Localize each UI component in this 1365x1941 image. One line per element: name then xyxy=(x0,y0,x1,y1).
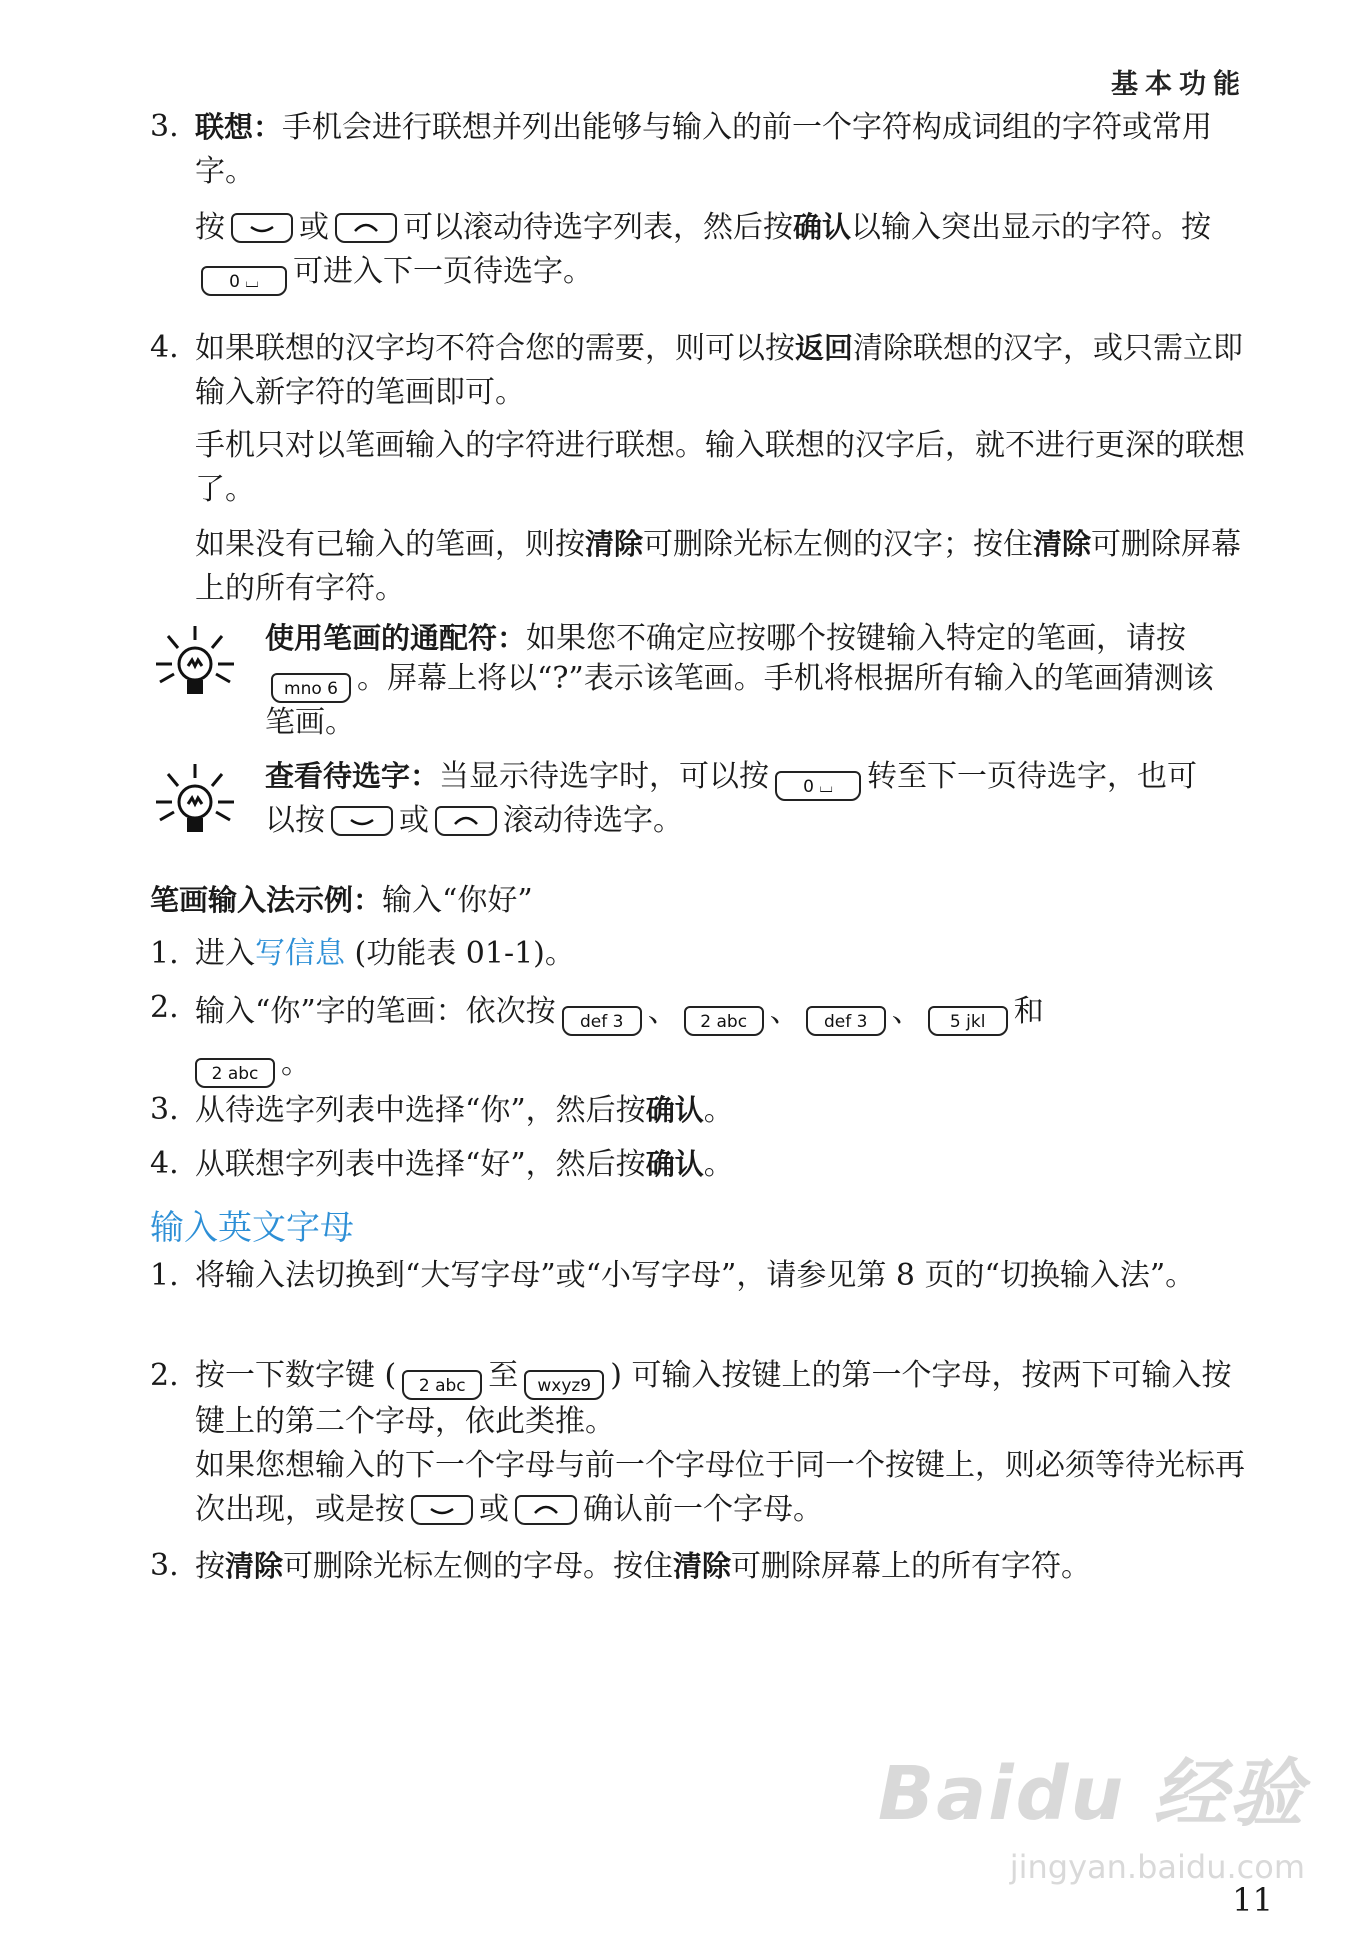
term-confirm: 确认 xyxy=(793,210,852,244)
scroll-up-key-icon xyxy=(515,1495,577,1525)
scroll-instructions xyxy=(195,205,1255,296)
text-post2: 可进入下一页待选字。 xyxy=(293,254,593,289)
watermark-url: jingyan.baidu.com xyxy=(1009,1848,1305,1886)
text: 可删除光标左侧的字母。按住 xyxy=(283,1549,674,1584)
text: 按 xyxy=(195,1549,225,1584)
scroll-up-key-icon xyxy=(435,806,497,836)
example-step-1 xyxy=(195,932,1255,976)
paragraph-clear xyxy=(195,522,1255,611)
lightbulb-tip-icon xyxy=(150,758,240,852)
text: 如果没有已输入的笔画，则按 xyxy=(195,527,585,562)
step-number: 2. xyxy=(150,1358,179,1393)
english-step-3 xyxy=(195,1544,1255,1589)
zero-key-label: 0 xyxy=(229,272,240,292)
scroll-down-key-icon xyxy=(231,213,293,243)
english-step-2 xyxy=(195,1354,1255,1444)
jkl5-key-icon xyxy=(928,1006,1008,1036)
baidu-watermark: Baidu 经验 xyxy=(877,1751,1305,1837)
text: 按一下数字键 ( xyxy=(195,1358,397,1393)
item-number: 4. xyxy=(150,330,179,365)
tip-title: 使用笔画的通配符： xyxy=(265,621,527,655)
lightbulb-tip-icon xyxy=(150,620,240,714)
scroll-up-key-icon xyxy=(335,213,397,243)
text: 清除联想的汉字，或只需立即输入新字符的笔画即可。 xyxy=(195,331,1244,410)
example-step-2 xyxy=(195,986,1255,1090)
text: 从联想字列表中选择“好”，然后按 xyxy=(195,1147,646,1182)
text: 转至下一页待选字，也可以按 xyxy=(265,759,1198,838)
text-mid: 可以滚动待选字列表，然后按 xyxy=(403,210,793,245)
step-number: 3. xyxy=(150,1092,179,1127)
text: 如果您想输入的下一个字母与前一个字母位于同一个按键上，则必须等待光标再次出现，或是按 xyxy=(195,1448,1245,1527)
tip-view-candidates xyxy=(265,756,1225,841)
key-label: 2 abc xyxy=(211,1064,259,1084)
item-4-paragraph xyxy=(195,326,1255,415)
text: 当显示待选字时，可以按 xyxy=(439,759,770,794)
page-number: 11 xyxy=(1232,1881,1273,1919)
tip-title: 查看待选字： xyxy=(265,759,440,793)
example-step-3 xyxy=(195,1088,1255,1133)
separator: 、 xyxy=(891,994,922,1029)
section-heading-english: 输入英文字母 xyxy=(150,1208,354,1248)
text: 进入 xyxy=(195,936,255,971)
text: 。 xyxy=(281,1046,311,1081)
term-clear: 清除 xyxy=(1033,527,1092,561)
key-label: 2 abc xyxy=(418,1376,466,1396)
text: 可删除屏幕上的所有字符。 xyxy=(731,1549,1092,1584)
text: 输入“你”字的笔画：依次按 xyxy=(195,994,556,1029)
text: 从待选字列表中选择“你”，然后按 xyxy=(195,1093,646,1128)
term-clear: 清除 xyxy=(585,527,644,561)
step-number: 4. xyxy=(150,1146,179,1181)
term-confirm: 确认 xyxy=(645,1147,704,1181)
step-number: 2. xyxy=(150,990,179,1025)
write-message-link[interactable]: 写信息 xyxy=(255,936,345,971)
english-step-2-note xyxy=(195,1444,1255,1532)
def3-key-icon xyxy=(562,1006,642,1036)
step-number: 1. xyxy=(150,1258,179,1293)
text: 确认前一个字母。 xyxy=(583,1492,823,1527)
text-or: 或 xyxy=(399,803,429,838)
term-lianxiang: 联想： xyxy=(195,110,283,144)
term-back: 返回 xyxy=(795,331,854,365)
def3-key-icon xyxy=(806,1006,886,1036)
key-label: wxyz9 xyxy=(537,1376,592,1396)
scroll-down-key-icon xyxy=(331,806,393,836)
separator: 、 xyxy=(769,994,800,1029)
separator: 、 xyxy=(647,994,678,1029)
key-label: 2 abc xyxy=(700,1012,748,1032)
example-subtitle: 输入“你好” xyxy=(382,883,533,918)
example-title: 笔画输入法示例： xyxy=(150,883,383,917)
tip-wildcard xyxy=(265,618,1225,743)
key-label: def 3 xyxy=(579,1012,624,1032)
key-label: def 3 xyxy=(823,1012,868,1032)
abc2-key-icon xyxy=(195,1058,275,1088)
item-3-text: 手机会进行联想并列出能够与输入的前一个字符构成词组的字符或常用字。 xyxy=(195,110,1213,189)
text-or: 或 xyxy=(299,210,329,245)
text: 。 xyxy=(703,1147,734,1182)
text-an: 按 xyxy=(195,210,225,245)
abc2-key-icon xyxy=(684,1006,764,1036)
text: 如果您不确定应按哪个按键输入特定的笔画，请按 xyxy=(526,621,1187,656)
text: 如果联想的汉字均不符合您的需要，则可以按 xyxy=(195,331,795,366)
term-clear: 清除 xyxy=(673,1549,732,1583)
example-step-4 xyxy=(195,1142,1255,1187)
running-header: 基本功能 xyxy=(1111,69,1247,100)
text: 。屏幕上将以“?”表示该笔画。手机将根据所有输入的笔画猜测该笔画。 xyxy=(265,661,1214,740)
text: 可删除光标左侧的汉字；按住 xyxy=(643,527,1034,562)
mno6-key-icon xyxy=(271,673,351,703)
text: (功能表 01-1)。 xyxy=(354,936,575,971)
example-heading xyxy=(150,878,533,923)
text-post: 以输入突出显示的字符。按 xyxy=(851,210,1212,245)
zero-key-icon: 0 ⌴ xyxy=(775,771,861,801)
term-clear: 清除 xyxy=(225,1549,284,1583)
item-number: 3. xyxy=(150,109,179,144)
key-label: mno 6 xyxy=(284,679,338,699)
text: 。 xyxy=(703,1093,734,1128)
paragraph-no-deeper-association: 手机只对以笔画输入的字符进行联想。输入联想的汉字后，就不进行更深的联想了。 xyxy=(195,428,1245,507)
text-to: 至 xyxy=(488,1358,519,1393)
wxyz9-key-icon xyxy=(524,1370,604,1400)
abc2-key-icon xyxy=(402,1370,482,1400)
english-step-1: 将输入法切换到“大写字母”或“小写字母”，请参见第 8 页的“切换输入法”。 xyxy=(195,1258,1196,1293)
text-or: 或 xyxy=(479,1492,509,1527)
zero-key-icon: 0 ⌴ xyxy=(201,266,287,296)
item-3-paragraph xyxy=(195,105,1255,194)
text: 可删除屏幕上的所有字符。 xyxy=(195,527,1242,606)
step-number: 1. xyxy=(150,936,179,971)
text: 滚动待选字。 xyxy=(503,803,683,838)
term-confirm: 确认 xyxy=(645,1093,704,1127)
key-label: 5 jkl xyxy=(949,1012,986,1032)
key-label: 0 xyxy=(803,777,814,797)
scroll-down-key-icon xyxy=(411,1495,473,1525)
step-number: 3. xyxy=(150,1548,179,1583)
text: ) 可输入按键上的第一个字母，按两下可输入按键上的第二个字母，依此类推。 xyxy=(195,1358,1232,1439)
text-and: 和 xyxy=(1013,994,1044,1029)
